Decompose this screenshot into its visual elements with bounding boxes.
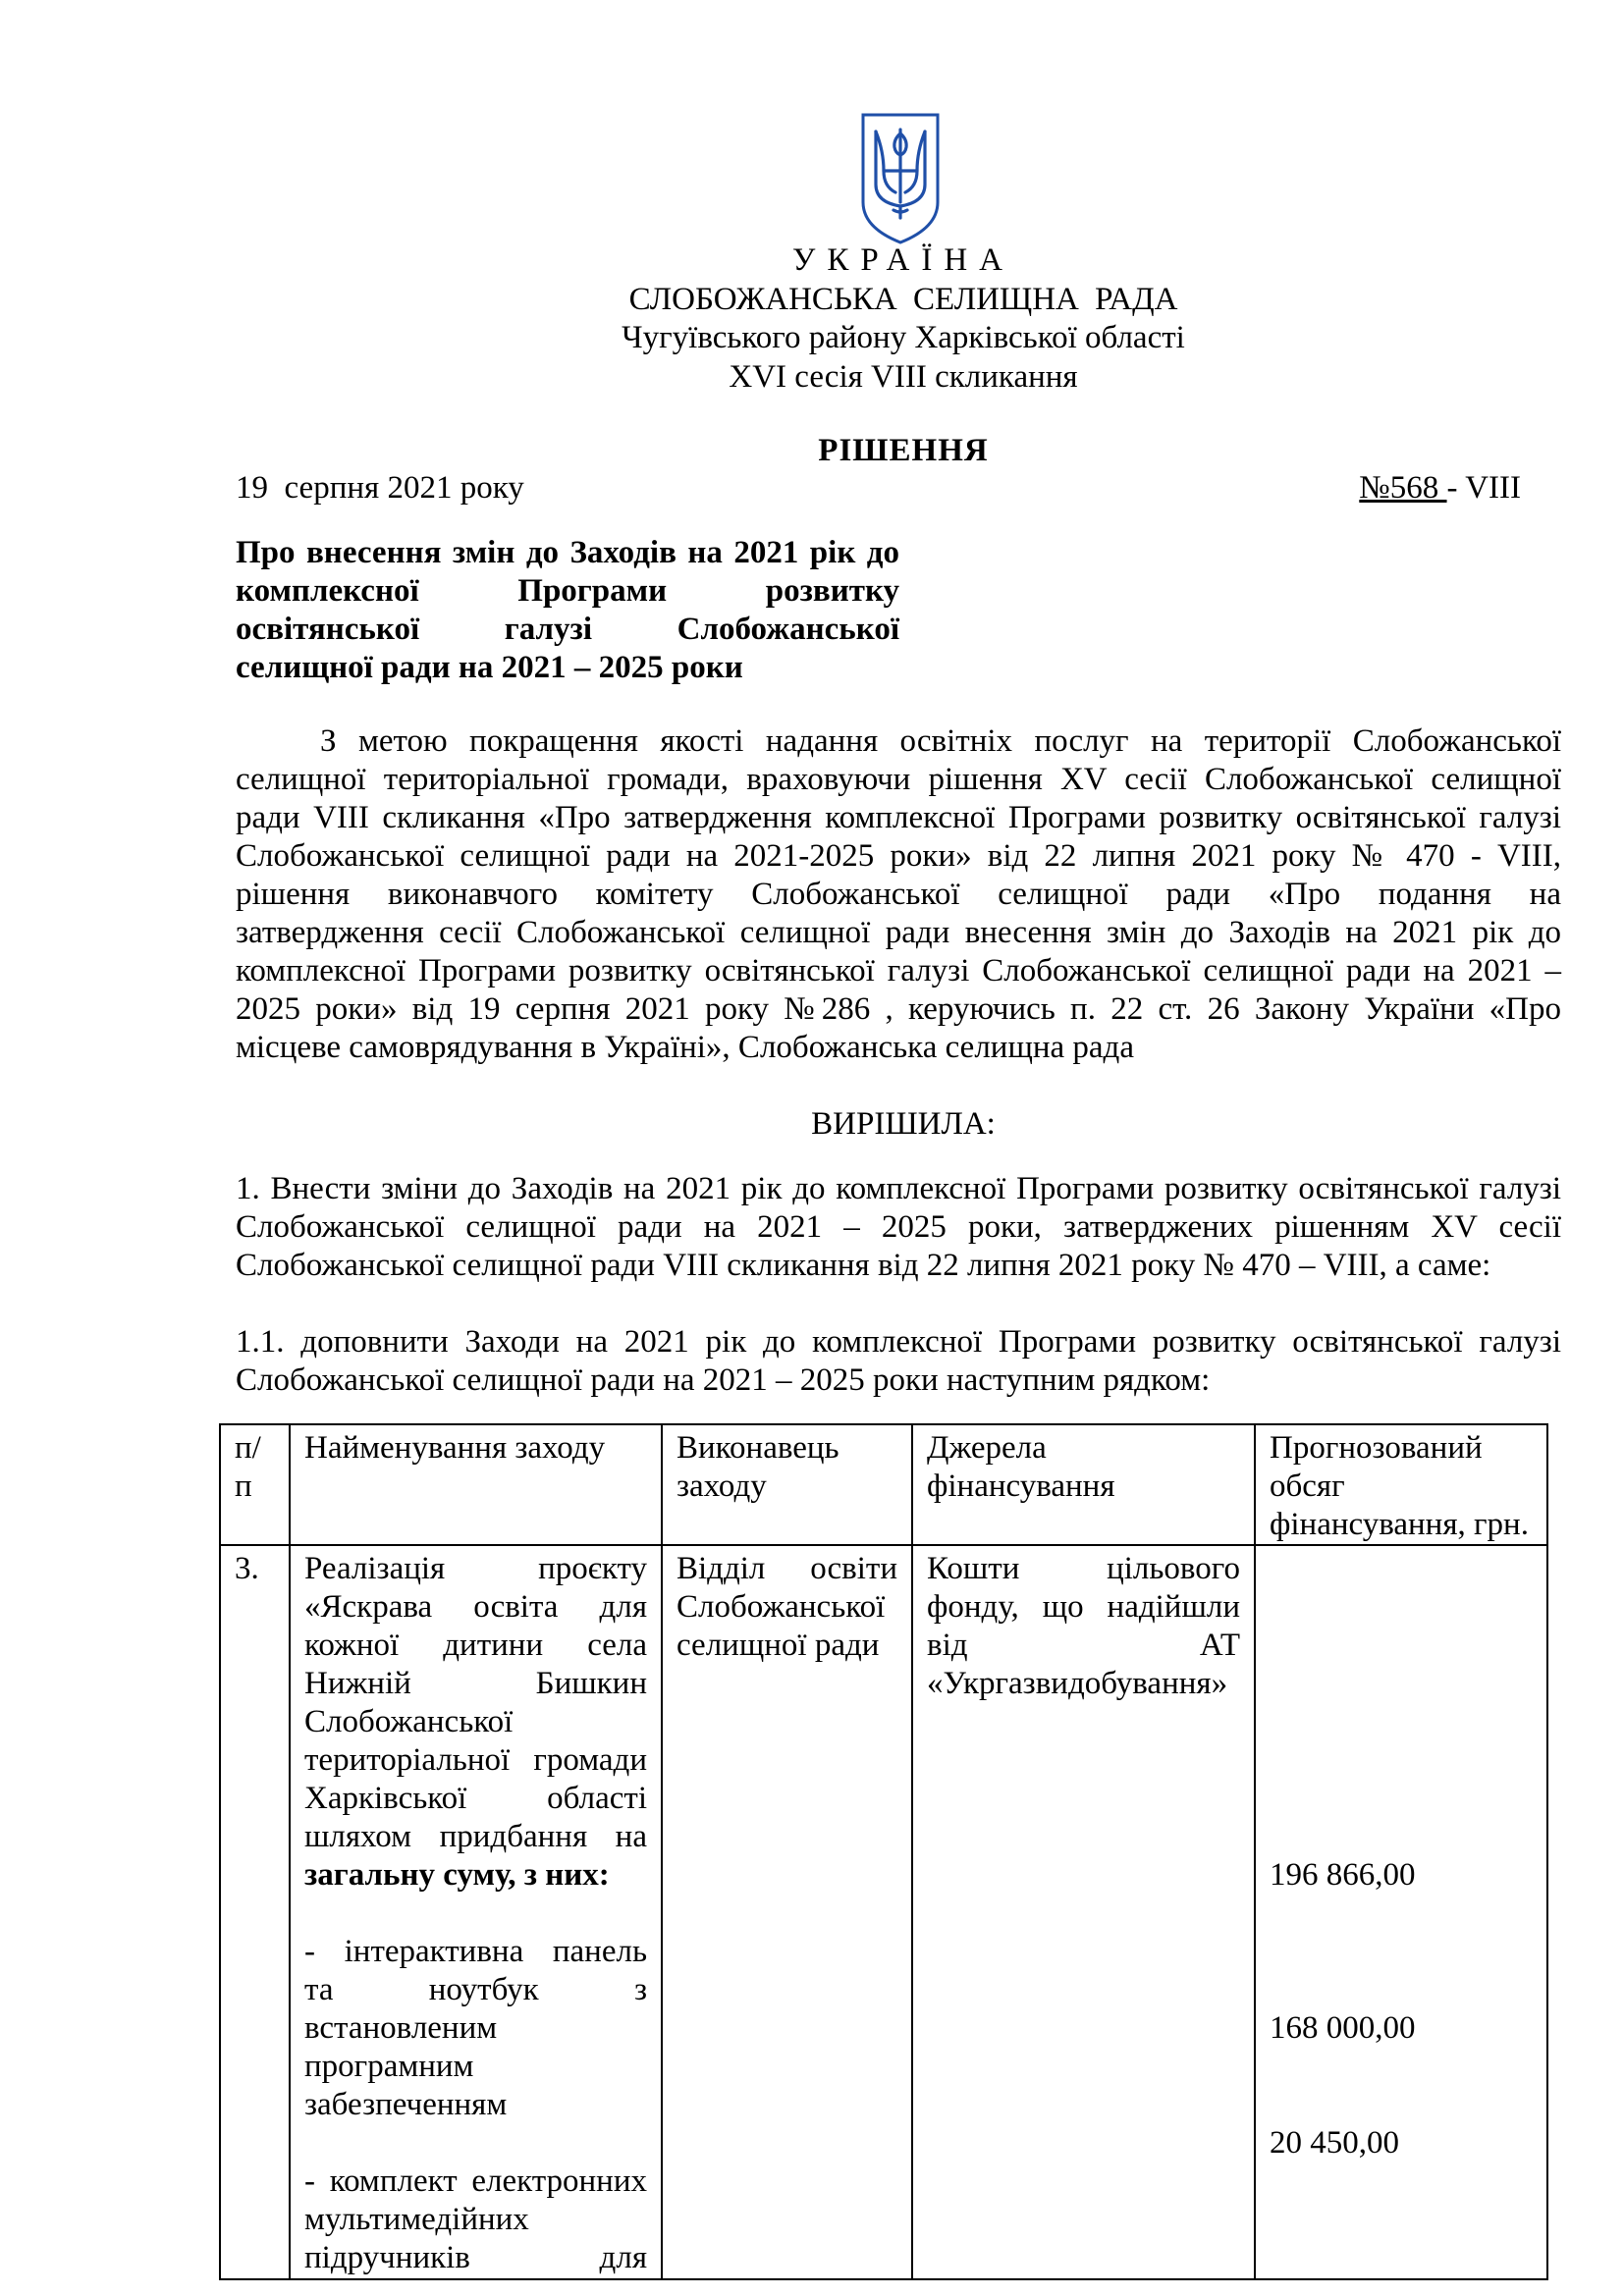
point-1-paragraph [236,1170,1561,1285]
intro-line: 2025 роки» від 19 серпня 2021 року №286 , керуючись п. 22 ст. 26 Закону України «Про [236,991,1561,1027]
header-volume-line: обсяг [1270,1468,1345,1504]
intro-line: селищної територіальної громади, враховуючи рішення XV сесії Слобожанської селищної [236,762,1561,797]
measure-total-label: загальну суму, з них: [304,1857,610,1893]
row-funding-source [912,1545,1255,2279]
intro-line: рішення виконавчого комітету Слобожанської селищної ради «Про подання на [236,877,1561,912]
executor-line: селищної ради [677,1628,880,1663]
item-1-line: програмним [304,2049,474,2084]
point-1-line: Слобожанської селищної ради VIII скликання від 22 липня 2021 року № 470 – VIII, а саме: [236,1248,1491,1283]
point-1-1-paragraph [236,1323,1561,1400]
table-header-row [220,1424,1547,1545]
header-executor-line: заходу [677,1468,767,1504]
header-source [912,1424,1255,1545]
decision-subject [236,534,899,687]
spacer [304,1895,647,1933]
point-1-1-line: 1.1. доповнити Заходи на 2021 рік до комплексної Програми розвитку освітянської галузі [236,1324,1561,1360]
row-num: 3. [220,1545,290,2279]
decision-number-value: №568 [1359,470,1447,506]
item-2-line: мультимедійних [304,2202,529,2237]
intro-line: місцеве самоврядування в Україні», Слобожанська селищна рада [236,1030,1134,1065]
executor-line: Відділ освіти [677,1551,897,1586]
header-district: Чугуївського району Харківської області [622,320,1185,355]
spacer [304,2124,647,2163]
source-line: «Укргазвидобування» [927,1666,1228,1701]
intro-paragraph [236,722,1561,1067]
item-1-line: - інтерактивна панель [304,1934,647,1969]
measure-line: шляхом придбання на [304,1819,647,1854]
measure-line: Слобожанської [304,1704,514,1739]
measure-line: «Яскрава освіта для [304,1589,647,1625]
decision-number-suffix: - VIII [1446,470,1521,506]
intro-line: затвердження сесії Слобожанської селищної ради внесення змін до Заходів на 2021 рік до [236,915,1561,950]
header-executor-line: Виконавець [677,1430,839,1466]
decision-date: 19 серпня 2021 року [236,470,524,506]
decision-number [1359,469,1521,507]
header-num: п/п [220,1424,290,1545]
intro-line: Слобожанської селищної ради на 2021-2025 роки» від 22 липня 2021 року № 470 - VIII, [236,838,1561,874]
row-executor [662,1545,912,2279]
source-line: фонду, що надійшли [927,1589,1240,1625]
row-amounts [1255,1545,1547,2279]
header-executor [662,1424,912,1545]
header-session: XVI сесія VIII скликання [729,359,1078,395]
header-volume [1255,1424,1547,1545]
header-volume-line: фінансування, грн. [1270,1507,1529,1542]
header-country: УКРАЇНА [792,242,1014,278]
intro-line: комплексної Програми розвитку освітянської галузі Слобожанської селищної ради на 2021 – [236,953,1561,988]
source-line: Кошти цільового [927,1551,1240,1586]
row-measure-name [290,1545,662,2279]
point-1-1-line: Слобожанської селищної ради на 2021 – 2025 роки наступним рядком: [236,1362,1211,1398]
table-row [220,1545,1547,2279]
resolved-heading: ВИРІШИЛА: [811,1106,996,1142]
subject-line: Про внесення змін до Заходів на 2021 рік до [236,535,899,570]
measures-table [219,1423,1548,2280]
measure-line: територіальної громади [304,1742,647,1778]
subject-line: комплексної Програми розвитку [236,573,899,609]
amount-item-1: 168 000,00 [1270,2010,1416,2046]
executor-line: Слобожанської [677,1589,886,1625]
subject-line: освітянської галузі Слобожанської [236,612,899,647]
measure-line: Нижній Бишкин [304,1666,647,1701]
amount-item-2: 20 450,00 [1270,2125,1399,2161]
header-volume-line: Прогнозований [1270,1430,1483,1466]
header-source-line: фінансування [927,1468,1115,1504]
measures-table-wrapper [219,1423,1548,2280]
amount-total: 196 866,00 [1270,1857,1416,1893]
intro-line: З метою покращення якості надання освітніх послуг на території Слобожанської [320,723,1561,759]
item-1-line: забезпеченням [304,2087,508,2122]
header-source-line: Джерела [927,1430,1047,1466]
item-2-line: підручників для [304,2240,647,2275]
point-1-line: 1. Внести зміни до Заходів на 2021 рік до комплексної Програми розвитку освітянської галузі [236,1171,1561,1206]
header-name: Найменування заходу [290,1424,662,1545]
header-council: СЛОБОЖАНСЬКА СЕЛИЩНА РАДА [628,282,1178,317]
item-1-line: встановленим [304,2010,498,2046]
measure-line: кожної дитини села [304,1628,647,1663]
item-1-line: та ноутбук з [304,1972,647,2007]
document-type-title: РІШЕННЯ [818,433,989,468]
intro-line: ради VIII скликання «Про затвердження комплексної Програми розвитку освітянської галузі [236,800,1561,835]
subject-line: селищної ради на 2021 – 2025 роки [236,650,743,685]
ukraine-coat-of-arms-icon [860,112,941,245]
item-2-line: - комплект електронних [304,2163,647,2199]
point-1-line: Слобожанської селищної ради на 2021 – 2025 роки, затверджених рішенням XV сесії [236,1209,1561,1245]
measure-line: Харківської області [304,1781,647,1816]
source-line: від АТ [927,1628,1240,1663]
measure-line: Реалізація проєкту [304,1551,647,1586]
